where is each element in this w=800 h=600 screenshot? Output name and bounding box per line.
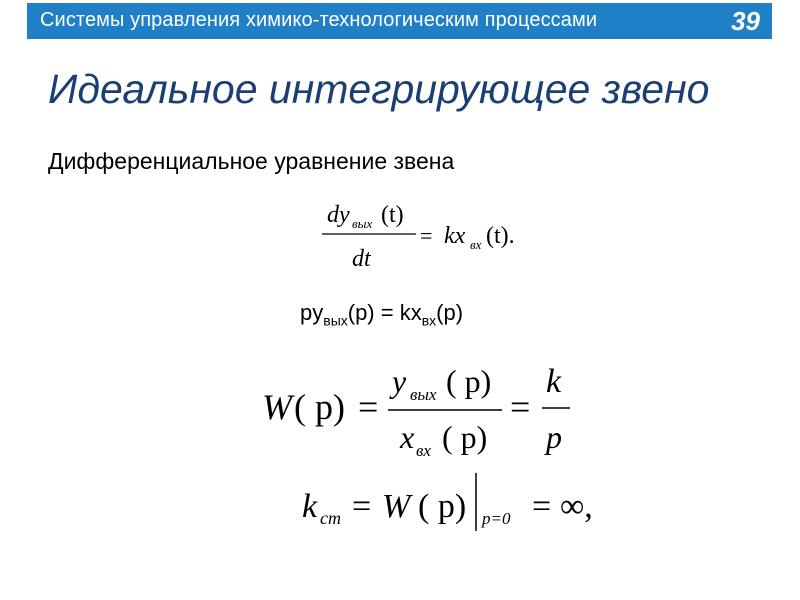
header-title: Системы управления химико-технологическим процессами bbox=[40, 9, 598, 31]
eq2-lhs: py bbox=[300, 300, 324, 325]
f3-eq2: = bbox=[532, 488, 552, 525]
f2-num-main: y bbox=[392, 363, 407, 399]
f1-rhs-k: kx bbox=[444, 223, 466, 249]
f2-num2: k bbox=[546, 363, 562, 400]
f3-w: W bbox=[382, 488, 411, 525]
slide-subtitle: Дифференциальное уравнение звена bbox=[48, 148, 455, 174]
f2-den2: p bbox=[546, 419, 562, 455]
formula-laplace-equation bbox=[300, 300, 463, 328]
f1-num-main: dy bbox=[327, 202, 350, 228]
f2-num-sub: вых bbox=[410, 385, 437, 404]
f1-den: dt bbox=[352, 246, 371, 272]
f3-eq1: = bbox=[352, 488, 372, 525]
f2-den-sub: вх bbox=[416, 441, 431, 460]
formula3-group bbox=[302, 473, 593, 531]
f1-num-arg: (t) bbox=[381, 202, 404, 228]
slide-title: Идеальное интегрирующее звено bbox=[48, 66, 710, 112]
slide-number: 39 bbox=[731, 6, 760, 36]
f2-num-arg: ( p) bbox=[446, 363, 492, 399]
f2-eq1: = bbox=[358, 387, 379, 427]
f2-lhs-arg: ( p) bbox=[294, 387, 345, 427]
f3-cond: p=0 bbox=[482, 509, 511, 528]
f1-num-sub: вых bbox=[352, 216, 373, 231]
f3-lhs: k bbox=[302, 488, 318, 525]
eq2-rhs-sub: вх bbox=[421, 312, 437, 329]
eq2-lhs-arg: (p) = kx bbox=[347, 300, 422, 325]
f1-eq: = bbox=[420, 223, 433, 248]
f2-den-arg: ( p) bbox=[442, 419, 488, 455]
f1-rhs-sub: вх bbox=[470, 237, 482, 252]
f2-den-main: x bbox=[400, 419, 415, 455]
f1-rhs-arg: (t). bbox=[486, 223, 515, 249]
f2-eq2: = bbox=[510, 387, 531, 427]
formula2-group bbox=[262, 363, 570, 460]
f2-lhs: W bbox=[262, 387, 292, 427]
f3-lhs-sub: ст bbox=[320, 508, 341, 528]
f3-inf: ∞, bbox=[560, 488, 593, 525]
eq2-lhs-sub: вых bbox=[323, 312, 348, 329]
formula1-group bbox=[322, 202, 515, 272]
f3-w-arg: ( p) bbox=[418, 488, 467, 525]
eq2-rhs-arg: (p) bbox=[436, 300, 464, 325]
